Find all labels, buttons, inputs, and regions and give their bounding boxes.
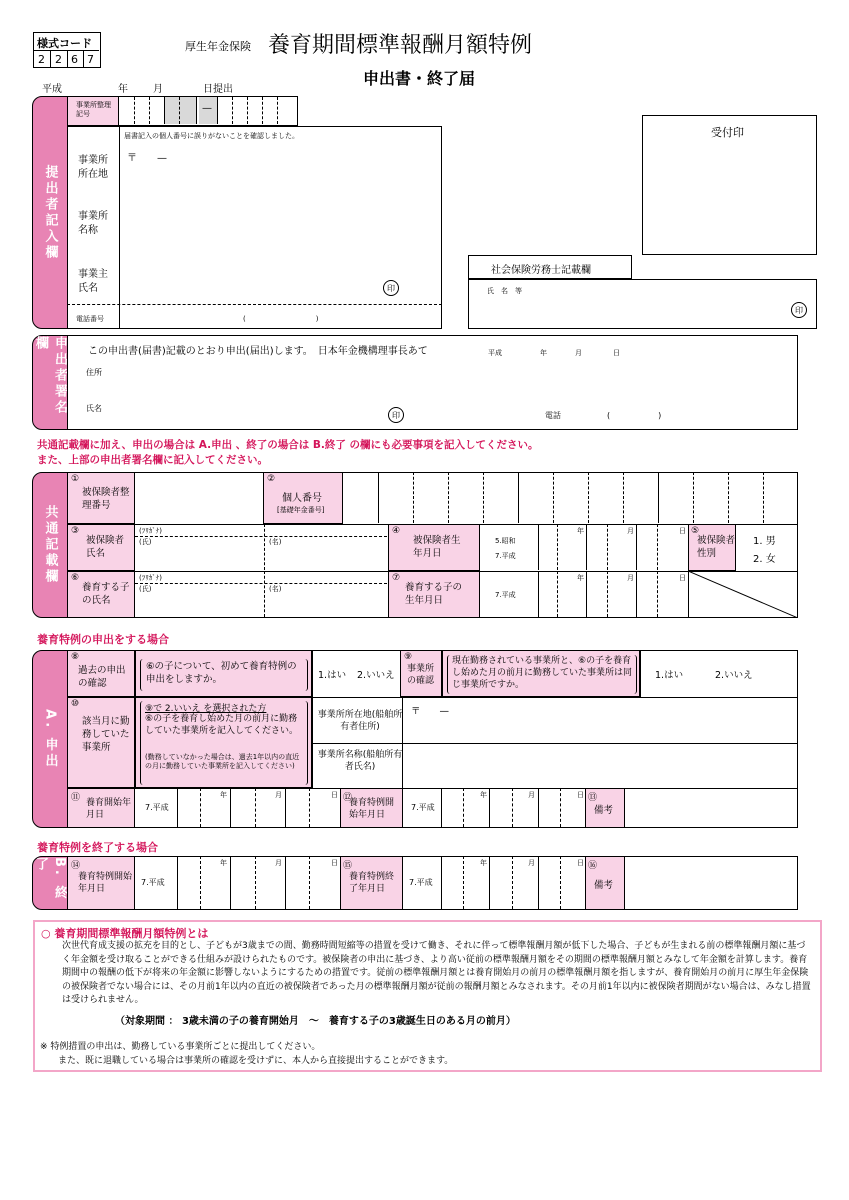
childcare-start-field[interactable]: 7.平成 年 月 日 (135, 788, 340, 828)
applicant-name-label: 氏名 (86, 404, 102, 413)
previous-office-name-field[interactable] (403, 743, 798, 788)
office-address-label: 事業所所在地 (78, 155, 108, 180)
remarks-b-label: 備考 (594, 880, 614, 891)
labor-consultant-seal-icon: 印 (791, 302, 807, 318)
office-name-label: 事業所名称 (78, 211, 108, 236)
special-start-field[interactable]: 7.平成 年 月 日 (403, 788, 585, 828)
submission-date-era: 平成 (42, 84, 62, 95)
office-number-dash: — (202, 103, 212, 114)
f8-question-cell (135, 650, 312, 697)
insured-birthdate-label: 被保険者生年月日 (413, 535, 461, 559)
f16-label-cell: ⑯ 備考 (585, 856, 625, 910)
form-code-digit: 2 (55, 53, 62, 66)
receipt-stamp-box (642, 115, 817, 255)
applicant-date-year: 年 (540, 349, 547, 357)
f2-label-cell: ② 個人番号 [基礎年金番号] (263, 472, 343, 524)
f10-instruction-cell (135, 697, 312, 788)
section-a-side-label: A. 申出 (32, 650, 68, 828)
f9-label-cell: ⑨ 事業所の確認 (400, 650, 442, 697)
form-code-digit: 2 (38, 53, 45, 66)
special-start-b-field[interactable]: 7.平成 年 月 日 (135, 856, 340, 910)
labor-consultant-label: 社会保険労務士記載欄 (491, 265, 591, 276)
applicant-side-label: 申出者署名欄 (32, 335, 68, 430)
receipt-label: 受付印 (711, 126, 744, 139)
page-title: 養育期間標準報酬月額特例 (268, 33, 533, 58)
applicant-date-day: 日 (613, 349, 620, 357)
submission-date-year: 年 (118, 84, 128, 95)
insured-number-label: 被保険者整理番号 (82, 487, 130, 511)
explanation-period: （対象期間 ： 3歳未満の子の養育開始月 ～ 養育する子の3歳誕生日のある月の前月） (115, 1016, 516, 1027)
past-application-question: ⑥の子について、初めて養育特例の申出をしますか。 (146, 661, 297, 685)
child-name-field[interactable]: (ﾌﾘｶﾞﾅ) (氏) (名) (135, 571, 388, 618)
child-birthdate-label: 養育する子の生年月日 (405, 582, 463, 606)
remarks-a-field[interactable] (625, 788, 798, 828)
personal-number-label: 個人番号 (282, 493, 322, 504)
childcare-start-label: 養育開始年月日 (86, 798, 132, 821)
f4-label-cell: ④ 被保険者生年月日 (388, 524, 480, 571)
previous-office-address-field[interactable]: 〒 — (411, 706, 450, 717)
special-start-b-label: 養育特例開始年月日 (78, 872, 133, 895)
office-number-label: 事業所整理記号 (76, 101, 111, 119)
phone-label: 電話番号 (76, 315, 104, 323)
notice-line-1: 共通記載欄に加え、申出の場合は A.申出 、終了の場合は B.終了 の欄にも必要事項を記入してください。 (37, 439, 539, 451)
applicant-date-era: 平成 (488, 349, 502, 357)
f13-label-cell: ⑬ 備考 (585, 788, 625, 828)
explanation-body: 次世代育成支援の拡充を目的とし、子どもが3歳までの間、勤務時間短縮等の措置を受けて働き、それに伴って標準報酬月額が低下した場合、子どもが生まれる前の標準報酬月額に基づく年金額を受け取ることができる仕組みが設けられたものです。被保険者の申出に基づき、より高い従前の標準報酬月額をその期間の標準報酬月額とみなして年金額を計算します。養育期間中の報酬の低下が将来の年金額に影響しないようにするための措置です。従前の標準報酬月額とは養育開始月の前月の標準報酬月額を指しますが、養育開始月の前月に厚生年金保険の被保険者でない場合には、その月前1年以内の直近の被保険者であった月の標準報酬月額が従前の報酬月額とみなされます。その月前1年以内に被保険者期間がない場合は、みなし措置は受けられません。 (62, 941, 811, 1005)
owner-name-label: 事業主氏名 (78, 269, 108, 294)
office-confirm-choice[interactable]: 1.はい 2.いいえ (655, 670, 753, 681)
special-end-field[interactable]: 7.平成 年 月 日 (403, 856, 585, 910)
labor-consultant-box[interactable] (468, 279, 817, 329)
owner-seal-icon: 印 (383, 280, 399, 296)
insured-gender-label: 被保険者性別 (697, 535, 736, 559)
f9-question-cell (442, 650, 640, 697)
form-code-box (33, 32, 101, 68)
submission-date-day: 日提出 (203, 84, 233, 95)
special-end-label: 養育特例終了年月日 (349, 872, 395, 895)
past-application-label: 過去の申出の確認 (78, 665, 126, 689)
gender-slash-line (688, 571, 798, 618)
postal-mark[interactable]: 〒 — (127, 153, 167, 164)
explanation-note-1: ※ 特例措置の申出は、勤務している事業所ごとに提出してください。 (40, 1042, 321, 1052)
phone-parens[interactable]: ( ) (243, 315, 319, 323)
applicant-statement: この申出書(届書)記載のとおり申出(届出)します。 日本年金機構理事長あて (88, 346, 428, 357)
confirm-note: 届書記入の個人番号に誤りがないことを確認しました。 (124, 132, 299, 140)
previous-office-name-label-cell (312, 743, 403, 788)
applicant-address-label: 住所 (86, 368, 102, 377)
past-application-choice[interactable]: 1.はい 2.いいえ (318, 670, 395, 681)
section-b-side-label: B. 終了 (32, 856, 68, 910)
insured-number-field[interactable] (135, 472, 263, 524)
previous-office-address-label: 事業所所在地(船舶所有者住所) (317, 710, 403, 733)
f7-label-cell: ⑦ 養育する子の生年月日 (388, 571, 480, 618)
insurance-type: 厚生年金保険 (185, 40, 251, 53)
explanation-title: ○ 養育期間標準報酬月額特例とは (41, 927, 209, 940)
f6-label-cell: ⑥ 養育する子の氏名 (67, 571, 135, 618)
applicant-phone-parens[interactable]: ( ) (607, 411, 662, 420)
submitter-side-label: 提出者記入欄 (32, 96, 68, 329)
labor-consultant-header (468, 255, 632, 279)
special-start-label: 養育特例開始年月日 (349, 798, 395, 821)
f5-label-cell: ⑤ 被保険者性別 (688, 524, 736, 571)
f3-label-cell: ③ 被保険者氏名 (67, 524, 135, 571)
child-name-label: 養育する子の氏名 (82, 582, 130, 606)
labor-consultant-name-label: 氏 名 等 (487, 287, 522, 295)
section-a-title: 養育特例の申出をする場合 (37, 633, 169, 646)
form-code-digit: 7 (87, 53, 94, 66)
office-confirm-label: 事業所の確認 (407, 664, 435, 687)
f15-label-cell: ⑮ 養育特例終了年月日 (340, 856, 403, 910)
insured-name-label: 被保険者氏名 (86, 535, 125, 559)
applicant-date-month: 月 (575, 349, 582, 357)
pension-number-sublabel: [基礎年金番号] (277, 506, 325, 514)
insured-birthdate-field[interactable]: 5.昭和 7.平成 年 月 日 (480, 524, 688, 571)
page-subtitle: 申出書・終了届 (363, 69, 476, 88)
f10-label-cell: ⑩ 該当月に勤務していた事業所 (67, 697, 135, 788)
previous-office-name-label: 事業所名称(船舶所有者氏名) (317, 750, 403, 773)
applicant-seal-icon: 印 (388, 407, 404, 423)
f11-label-cell: ⑪ 養育開始年月日 (67, 788, 135, 828)
remarks-b-field[interactable] (625, 856, 798, 910)
submitter-info-box (67, 126, 442, 329)
previous-office-instruction: ⑥の子を養育し始めた月の前月に勤務していた事業所を記入してください。 (145, 714, 299, 737)
f14-label-cell: ⑭ 養育特例開始年月日 (67, 856, 135, 910)
previous-office-note: (勤務していなかった場合は、過去1年以内の直近の月に勤務していた事業所を記入してください) (145, 753, 300, 771)
form-code-label: 様式コード (37, 37, 92, 50)
common-side-label: 共通記載欄 (32, 472, 68, 618)
f1-label-cell: ① 被保険者整理番号 (67, 472, 135, 524)
insured-gender-field[interactable]: 1. 男 2. 女 (753, 536, 776, 565)
previous-office-label: 該当月に勤務していた事業所 (82, 716, 130, 753)
remarks-a-label: 備考 (594, 805, 614, 816)
submission-date-month: 月 (153, 84, 163, 95)
notice-line-2: また、上部の申出者署名欄に記入してください。 (37, 454, 268, 466)
applicant-phone-label: 電話 (545, 411, 561, 420)
insured-name-field[interactable]: (ﾌﾘｶﾞﾅ) (氏) (名) (135, 524, 388, 571)
section-b-title: 養育特例を終了する場合 (37, 841, 158, 854)
office-number-label-cell (67, 96, 119, 126)
office-confirm-question: 現在勤務されている事業所と、⑥の子を養育し始めた月の前月に勤務していた事業所は同じ事業所ですか。 (452, 656, 633, 691)
explanation-note-2: また、既に退職している場合は事業所の確認を受けずに、本人から直接提出することができます。 (58, 1056, 454, 1066)
form-code-digit: 6 (71, 53, 78, 66)
previous-office-address-label-cell (312, 697, 403, 743)
office-number-field[interactable] (118, 96, 298, 126)
personal-number-field[interactable] (343, 472, 798, 524)
f12-label-cell: ⑫ 養育特例開始年月日 (340, 788, 403, 828)
f8-label-cell: ⑧ 過去の申出の確認 (67, 650, 135, 697)
previous-office-lead: ⑨で 2.いいえ を選択された方 (145, 704, 267, 714)
child-birthdate-field[interactable]: 7.平成 年 月 日 (480, 571, 688, 618)
